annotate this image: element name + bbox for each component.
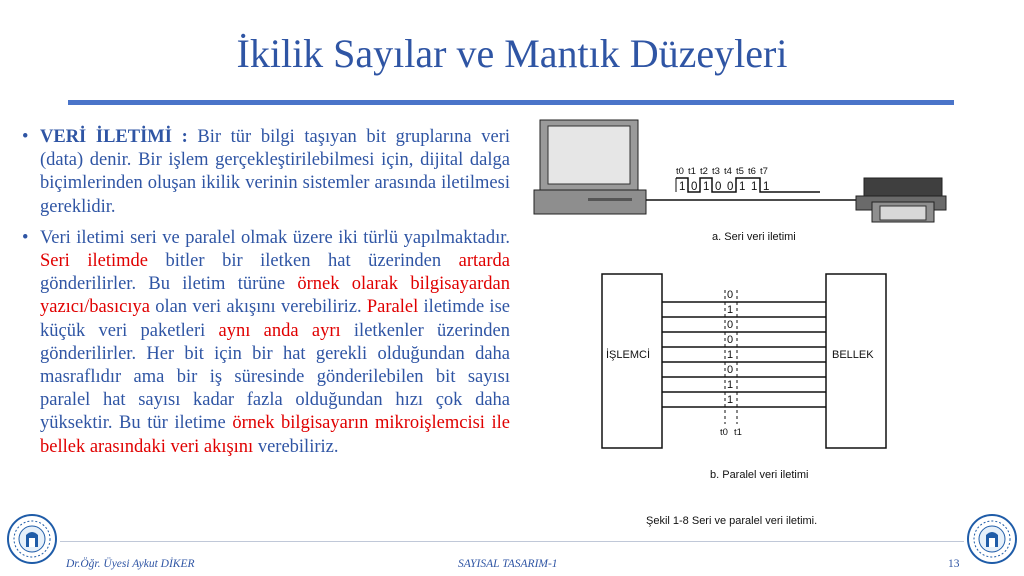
serial-time-label: t4 <box>724 166 732 177</box>
printer-icon <box>856 178 946 222</box>
university-logo <box>966 513 1018 565</box>
bullet-marker: • <box>22 127 29 147</box>
highlight-text: Paralel <box>366 297 419 318</box>
highlight-text: örnek olarak bilgisayardan yazıcı/basıcıya <box>40 274 510 318</box>
bullet-text: Veri iletimi seri ve paralel olmak üzere iki türlü yapılmaktadır. <box>40 227 510 248</box>
parallel-bit: 0 <box>727 289 734 301</box>
bullet-text: gönderilirler. Bu iletim türüne <box>40 274 298 295</box>
highlight-text: aynı anda ayrı <box>218 320 341 341</box>
parallel-caption: b. Paralel veri iletimi <box>710 469 809 481</box>
footer-divider <box>60 541 964 542</box>
serial-waveform <box>676 178 820 192</box>
parallel-bit: 1 <box>727 394 734 406</box>
bullet-item-veri-iletimi <box>22 126 510 219</box>
bullet-heading: VERİ İLETİMİ : <box>40 127 188 147</box>
university-logo <box>6 513 58 565</box>
computer-icon <box>534 120 646 214</box>
footer-author: Dr.Öğr. Üyesi Aykut DİKER <box>66 558 195 570</box>
highlight-text: artarda <box>458 251 510 272</box>
parallel-wires <box>662 302 826 407</box>
transmission-figure <box>530 112 970 532</box>
parallel-bit: 1 <box>727 304 734 316</box>
bullet-text: iletimde ise küçük veri paketleri <box>40 297 510 341</box>
memory-label: BELLEK <box>832 349 874 361</box>
parallel-bit: 0 <box>727 364 734 376</box>
processor-box <box>602 274 662 448</box>
serial-bit: 0 <box>727 181 734 193</box>
highlight-text: örnek bilgisayarın mikroişlemcisi ile bellek arasındaki veri akışını <box>40 413 511 457</box>
serial-caption: a. Seri veri iletimi <box>712 231 796 243</box>
serial-bit: 0 <box>715 181 722 193</box>
serial-time-label: t1 <box>688 166 696 177</box>
memory-box <box>826 274 886 448</box>
bullet-text: verebiliriz. <box>253 436 339 457</box>
bullet-list <box>22 126 510 467</box>
page-number: 13 <box>948 558 960 570</box>
serial-time-label: t7 <box>760 166 768 177</box>
serial-time-label: t5 <box>736 166 744 177</box>
serial-time-label: t0 <box>676 166 684 177</box>
serial-bit: 1 <box>763 181 770 193</box>
bullet-item-seri-paralel <box>22 227 510 459</box>
serial-time-label: t2 <box>700 166 708 177</box>
bullet-text: iletkenler üzerinden gönderilirler. Her bit için bir hat gerekli olduğundan daha masraflıdır ama bir iş süresinde gönderilebilen bit sayısı paralel hat sayısı kadar fazla olduğundan hızı çok daha yüksektir. Bu tür iletime <box>40 320 510 434</box>
parallel-bit: 1 <box>727 379 734 391</box>
bullet-text: Bir tür bilgi taşıyan bit gruplarına veri (data) denir. Bir işlem gerçekleştirilebilmesi için, dijital dalga biçimlerinden oluşan ikilik verinin sistemler arasında iletilmesi gereklidir. <box>40 127 511 217</box>
bullet-text: olan veri akışını verebiliriz. <box>149 297 367 318</box>
parallel-bit: 1 <box>727 349 734 361</box>
parallel-time-label: t1 <box>734 427 742 438</box>
highlight-text: Seri iletimde <box>40 251 148 272</box>
parallel-bit: 0 <box>727 334 734 346</box>
serial-bit: 1 <box>679 181 686 193</box>
serial-time-label: t6 <box>748 166 756 177</box>
bullet-text: bitler bir iletken hat üzerinden <box>147 251 459 272</box>
footer-course: SAYISAL TASARIM-1 <box>458 558 558 570</box>
serial-bit: 1 <box>751 181 758 193</box>
serial-time-label: t3 <box>712 166 720 177</box>
serial-bit: 1 <box>703 181 710 193</box>
serial-bit: 0 <box>691 181 698 193</box>
figure-caption: Şekil 1-8 Seri ve paralel veri iletimi. <box>646 515 818 527</box>
processor-label: İŞLEMCİ <box>606 349 651 361</box>
parallel-bit: 0 <box>727 319 734 331</box>
title-divider <box>68 100 954 105</box>
serial-bit: 1 <box>739 181 746 193</box>
bullet-marker: • <box>22 227 29 248</box>
parallel-time-label: t0 <box>720 427 728 438</box>
page-title: İkilik Sayılar ve Mantık Düzeyleri <box>236 31 788 76</box>
